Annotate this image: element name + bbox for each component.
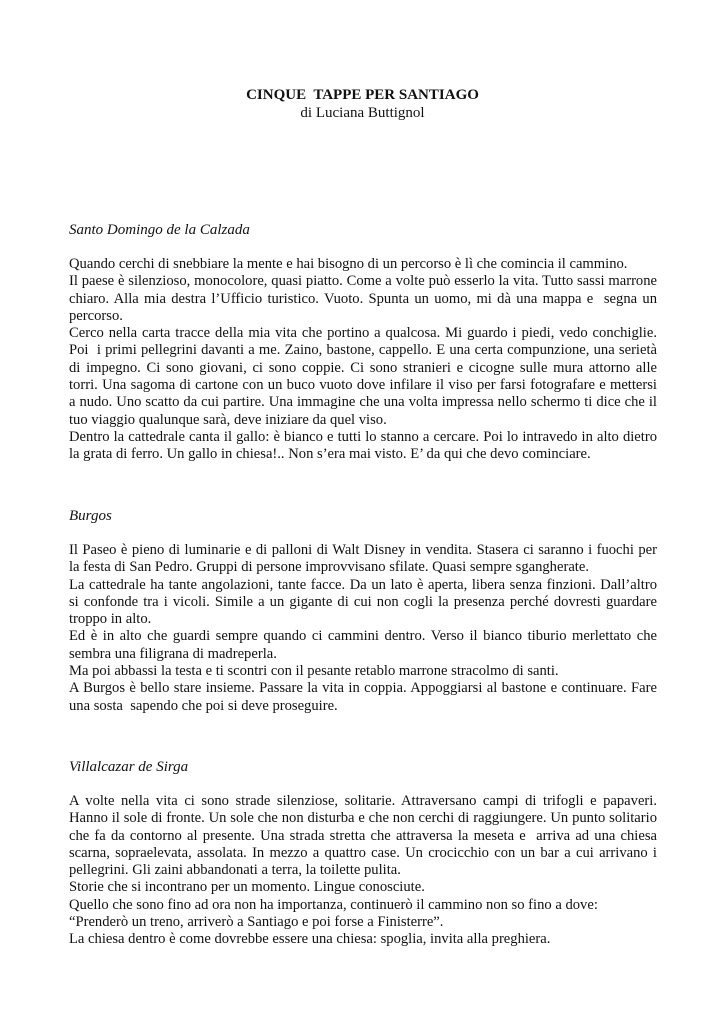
- text-line: pellegrini. Gli zaini abbandonati a terra, la toilette pulita.: [69, 862, 401, 879]
- text-line: Ma poi abbassi la testa e ti scontri con il pesante retablo marrone stracolmo di santi.: [69, 663, 559, 680]
- text-line: A volte nella vita ci sono strade silenziose, solitarie. Attraversano campi di trifogli e papaveri.: [69, 793, 657, 809]
- text-line: “Prenderò un treno, arriverò a Santiago e poi forse a Finisterre”.: [69, 914, 444, 931]
- text-line: percorso.: [69, 307, 123, 324]
- text-line: Poi i primi pellegrini davanti a me. Zaino, bastone, cappello. E una certa compunzione, una serietà: [69, 342, 657, 359]
- text-line: Quando cerchi di snebbiare la mente e hai bisogno di un percorso è lì che comincia il cammino.: [69, 256, 628, 272]
- text-line: Il Paseo è pieno di luminarie e di palloni di Walt Disney in vendita. Stasera ci saranno i fuochi per: [69, 542, 657, 558]
- text-line: la grata di ferro. Un gallo in chiesa!.. Non s’era mai visto. E’ da qui che devo cominciare.: [69, 446, 591, 463]
- text-line: Il paese è silenzioso, monocolore, quasi piatto. Come a volte può esserlo la vita. Tutto sassi marrone: [69, 273, 657, 290]
- text-line: Ed è in alto che guardi sempre quando ci cammini dentro. Verso il bianco tiburio merlettato che: [69, 628, 657, 645]
- document-author: di Luciana Buttignol: [300, 105, 425, 121]
- document-title: CINQUE TAPPE PER SANTIAGO: [246, 87, 479, 103]
- text-line: Dentro la cattedrale canta il gallo: è bianco e tutti lo stanno a cercare. Poi lo intravedo in alto dietro: [69, 428, 657, 445]
- section-heading: Villalcazar de Sirga: [69, 759, 189, 775]
- text-line: troppo in alto.: [69, 611, 152, 628]
- text-line: A Burgos è bello stare insieme. Passare la vita in coppia. Appoggiarsi al bastone e continuare. Fare: [69, 680, 657, 697]
- text-line: La cattedrale ha tante angolazioni, tante facce. Da un lato è aperta, libera senza finzioni. Dall’altro: [69, 576, 657, 593]
- text-line: Hanno il sole di fronte. Un sole che non disturba e che non cerchi di raggiungere. Un punto solitario: [69, 810, 657, 827]
- text-line: chiaro. Alla mia destra l’Ufficio turistico. Vuoto. Spunta un uomo, mi dà una mappa e segna un: [69, 290, 657, 307]
- section-villalcazar: [69, 758, 657, 949]
- text-line: a nudo. Uno scatto da cui partire. Una immagine che una volta impressa nello schermo ti dice che il: [69, 394, 657, 411]
- text-line: scarna, sopraelevata, assolata. In mezzo a quattro case. Un crocicchio con un bar a cui arrivano i: [69, 844, 657, 861]
- text-line: Cerco nella carta tracce della mia vita che portino a qualcosa. Mi guardo i piedi, vedo conchiglie.: [69, 325, 657, 342]
- section-heading: Santo Domingo de la Calzada: [69, 222, 250, 238]
- text-line: di impegno. Ci sono giovani, ci sono coppie. Ci sono stranieri e cicogne sulle mura attorno alle: [69, 359, 657, 376]
- text-line: una sosta sapendo che poi si deve proseguire.: [69, 697, 338, 714]
- text-line: torri. Una sagoma di cartone con un buco vuoto dove infilare il viso per farsi fotografare e mettersi: [69, 377, 657, 394]
- section-body: [69, 256, 657, 464]
- section-santo-domingo: [69, 221, 657, 464]
- text-line: si confonde tra i vicoli. Simile a un gigante di cui non cogli la presenza perché dovresti guardare: [69, 593, 657, 610]
- text-line: la festa di San Pedro. Gruppi di persone improvvisano sfilate. Quasi sempre sgangherate.: [69, 559, 589, 576]
- section-burgos: [69, 507, 657, 715]
- section-heading: Burgos: [69, 508, 112, 524]
- text-line: Quello che sono fino ad ora non ha importanza, continuerò il cammino non so fino a dove:: [69, 896, 598, 913]
- text-line: La chiesa dentro è come dovrebbe essere una chiesa: spoglia, invita alla preghiera.: [69, 931, 551, 948]
- text-line: tuo viaggio qualunque sarà, deve iniziare da quel viso.: [69, 411, 387, 428]
- text-line: che fa da contorno al presente. Una strada stretta che attraversa la meseta e arriva ad una chiesa: [69, 827, 657, 844]
- text-line: Storie che si incontrano per un momento. Lingue conosciute.: [69, 879, 425, 896]
- text-line: sembra una filigrana di madreperla.: [69, 645, 277, 662]
- section-body: [69, 542, 657, 715]
- section-body: [69, 793, 657, 949]
